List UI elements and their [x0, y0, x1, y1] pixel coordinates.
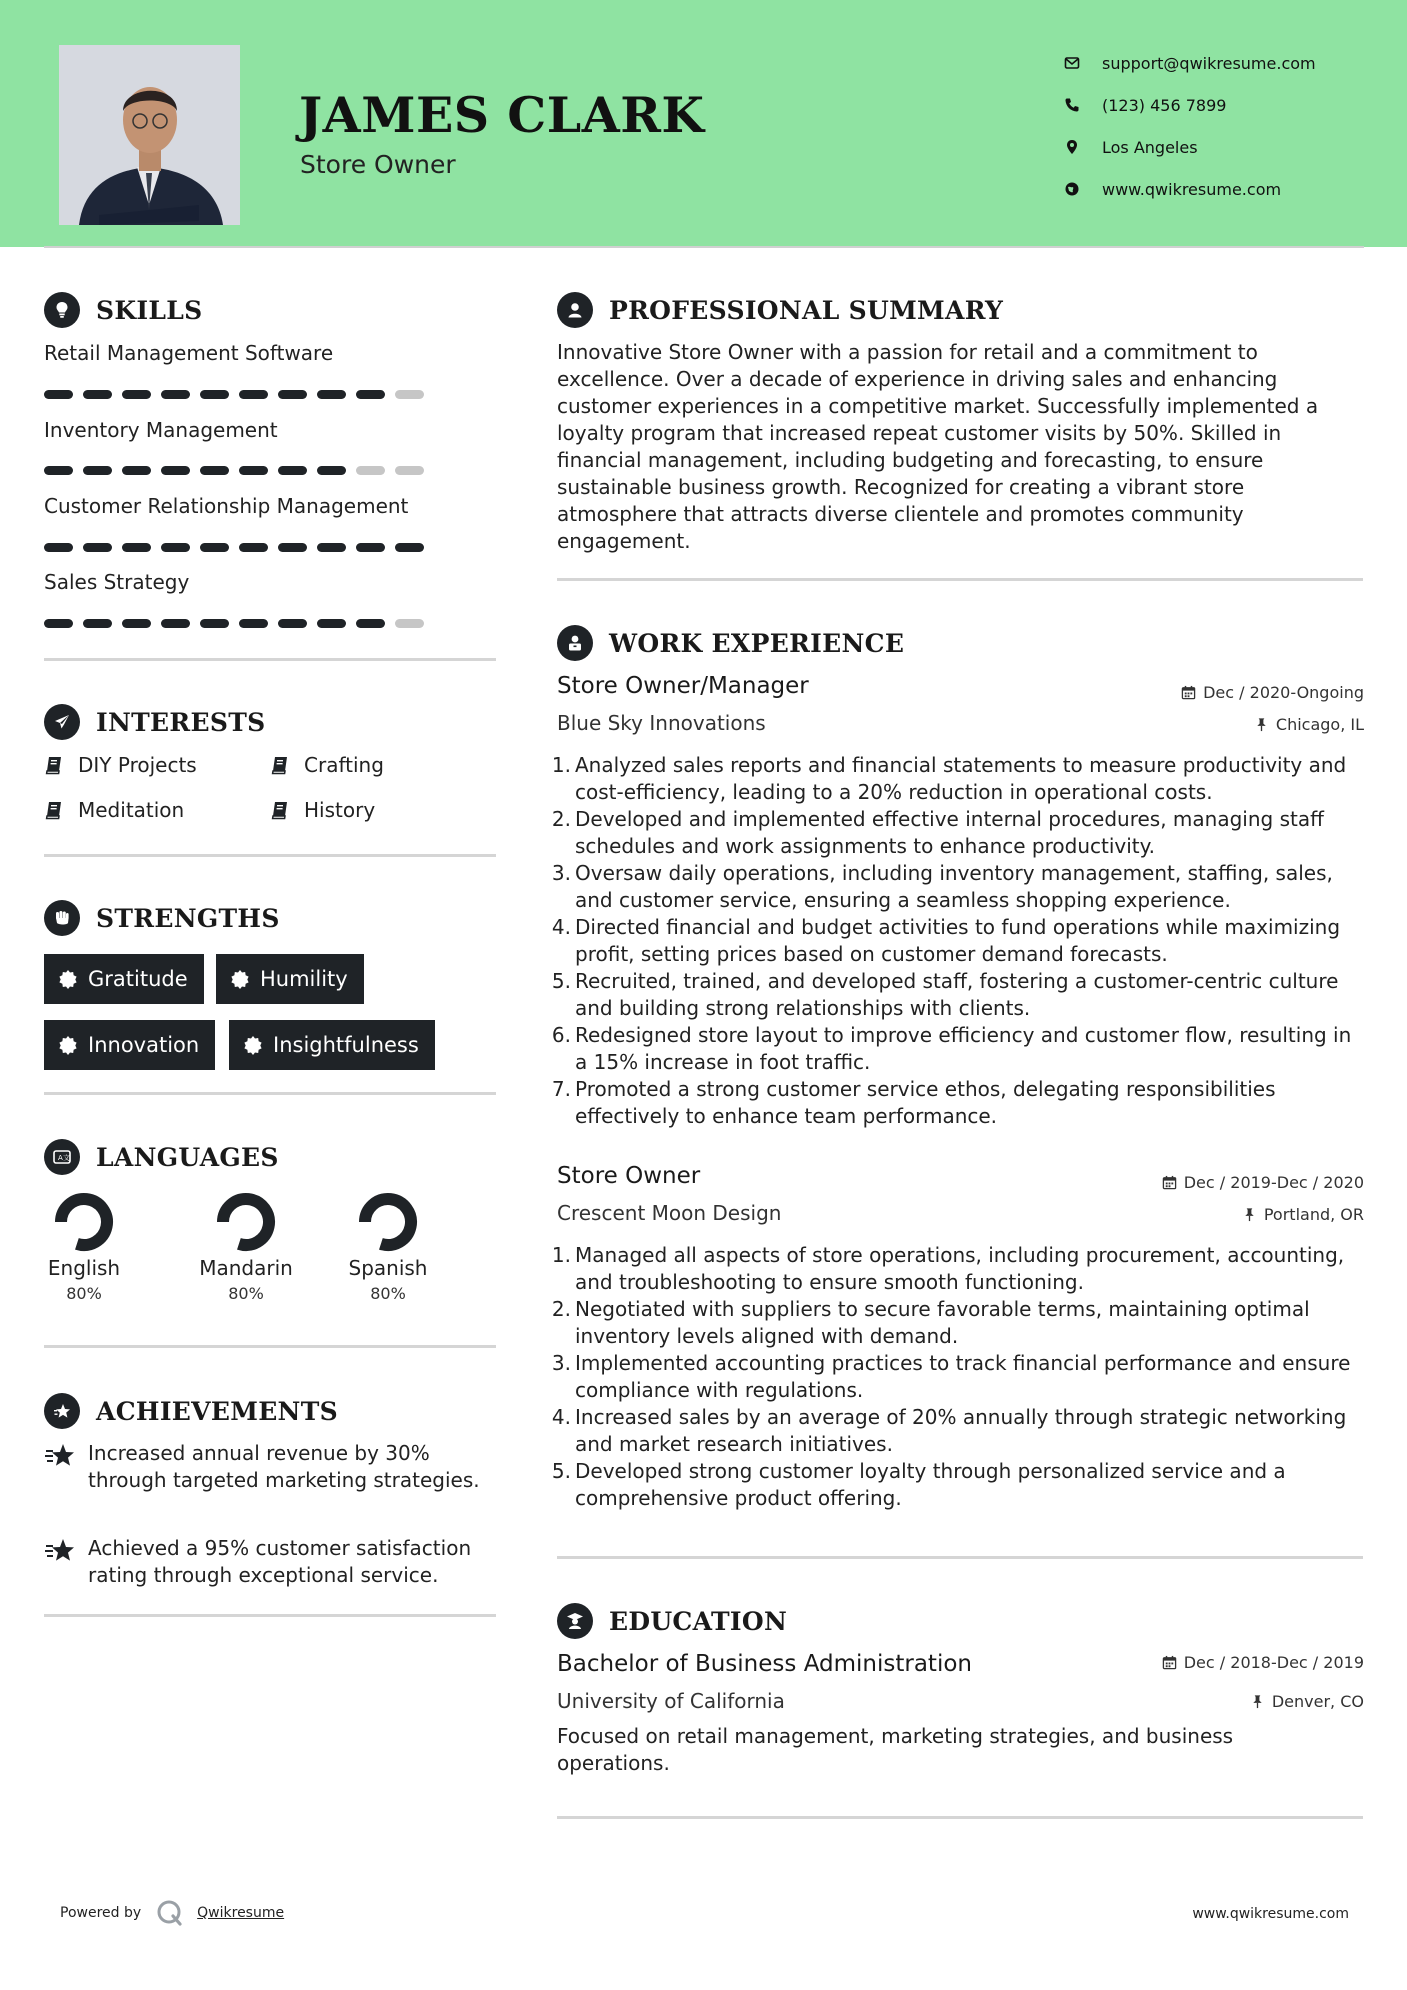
footer-website[interactable]: www.qwikresume.com [1192, 1906, 1349, 1922]
contact-website-text: www.qwikresume.com [1102, 179, 1282, 199]
job-bullet [551, 914, 1367, 968]
education-school: University of California [557, 1689, 785, 1713]
language-progress-ring [214, 1190, 278, 1254]
strength-label: Innovation [88, 1033, 200, 1057]
skill-dash-filled [200, 466, 229, 475]
bullet-text: Directed financial and budget activities to fund operations while maximizing profit, setting prices based on customer demand forecasts. [575, 915, 1341, 966]
profile-photo [59, 45, 240, 225]
strengths-heading-text: STRENGTHS [96, 903, 280, 933]
summary-heading-text: PROFESSIONAL SUMMARY [609, 295, 1004, 325]
bullet-text: Developed strong customer loyalty through personalized service and a comprehensive product offering. [575, 1459, 1286, 1510]
footer-powered-by [60, 1898, 284, 1928]
language-progress-ring [356, 1190, 420, 1254]
interest-label: Crafting [304, 753, 384, 777]
book-icon [44, 800, 64, 820]
skill-dash-filled [239, 466, 268, 475]
achievement-text: Increased annual revenue by 30% through targeted marketing strategies. [88, 1441, 480, 1492]
skill-dash-filled [161, 543, 190, 552]
envelope-icon [1064, 55, 1102, 71]
bullet-number: 2. [551, 1297, 571, 1321]
skill-dash-filled [83, 466, 112, 475]
skill-dash-filled [200, 543, 229, 552]
job-bullet [551, 968, 1367, 1022]
skill-dash-filled [161, 390, 190, 399]
bullet-number: 3. [551, 861, 571, 885]
education-dates [1162, 1653, 1364, 1672]
strength-chip [44, 1020, 215, 1070]
job-bullet [551, 1296, 1367, 1350]
education-location [1250, 1692, 1364, 1711]
badge-star-icon [58, 1035, 78, 1055]
skill-dash-filled [317, 619, 346, 628]
skill-dash-filled [200, 619, 229, 628]
skill-rating [44, 390, 434, 399]
skill-dash-filled [395, 543, 424, 552]
skill-dash-filled [44, 390, 73, 399]
skill-dash-filled [83, 619, 112, 628]
book-icon [270, 800, 290, 820]
book-icon [270, 755, 290, 775]
skill-dash-filled [44, 543, 73, 552]
bullet-text: Analyzed sales reports and financial statements to measure productivity and cost-efficiency, leading to a 20% reduction in operational costs. [575, 753, 1347, 804]
graduate-icon [557, 1603, 593, 1639]
strength-label: Insightfulness [273, 1033, 419, 1057]
bullet-number: 6. [551, 1023, 571, 1047]
languages-heading [44, 1139, 279, 1175]
job-bullet [551, 1022, 1367, 1076]
job-bullet [551, 806, 1367, 860]
job-role: Store Owner/Manager [557, 673, 809, 699]
interest-label: History [304, 798, 376, 822]
skill-dash-filled [317, 390, 346, 399]
skill-dash-filled [122, 466, 151, 475]
education-degree: Bachelor of Business Administration [557, 1651, 972, 1677]
contact-website[interactable] [1064, 168, 1316, 210]
strength-label: Gratitude [88, 967, 188, 991]
skill-dash-empty [356, 466, 385, 475]
qwikresume-logo-icon [155, 1898, 185, 1928]
calendar-icon [1162, 1655, 1177, 1670]
globe-icon [1064, 181, 1102, 197]
star-icon [44, 1442, 76, 1468]
contact-email-text: support@qwikresume.com [1102, 53, 1316, 73]
skill-dash-filled [278, 543, 307, 552]
language-icon [44, 1139, 80, 1175]
bullet-number: 5. [551, 969, 571, 993]
education-description: Focused on retail management, marketing strategies, and business operations. [557, 1724, 1234, 1775]
interest-label: Meditation [78, 798, 185, 822]
bullet-text: Promoted a strong customer service ethos, delegating responsibilities effectively to enhance team performance. [575, 1077, 1276, 1128]
achievement-item [44, 1440, 494, 1494]
job-dates-text: Dec / 2020-Ongoing [1203, 683, 1364, 702]
languages-heading-text: LANGUAGES [96, 1142, 279, 1172]
header-divider [44, 246, 1364, 248]
skills-heading [44, 292, 203, 328]
bullet-number: 4. [551, 1405, 571, 1429]
skill-dash-filled [278, 619, 307, 628]
job-location [1242, 1205, 1364, 1224]
book-icon [44, 755, 64, 775]
language-percent: 80% [66, 1284, 102, 1303]
skill-dash-filled [356, 543, 385, 552]
achievements-heading [44, 1393, 338, 1429]
interest-item [270, 798, 375, 822]
section-divider [44, 658, 496, 661]
language-item [323, 1190, 453, 1303]
achievement-text: Achieved a 95% customer satisfaction rating through exceptional service. [88, 1536, 472, 1587]
education-heading [557, 1603, 787, 1639]
bullet-number: 5. [551, 1459, 571, 1483]
education-dates-text: Dec / 2018-Dec / 2019 [1183, 1653, 1364, 1672]
job-role: Store Owner [557, 1163, 701, 1189]
pushpin-icon [1250, 1694, 1265, 1709]
bullet-text: Negotiated with suppliers to secure favorable terms, maintaining optimal inventory levels aligned with demand. [575, 1297, 1310, 1348]
skill-dash-filled [122, 619, 151, 628]
bullet-number: 7. [551, 1077, 571, 1101]
contact-email[interactable] [1064, 42, 1316, 84]
skill-dash-filled [161, 619, 190, 628]
interest-item [44, 798, 184, 822]
candidate-name: JAMES CLARK [299, 86, 705, 144]
bullet-text: Implemented accounting practices to track financial performance and ensure compliance with regulations. [575, 1351, 1351, 1402]
job-bullet [551, 1404, 1367, 1458]
skill-name: Retail Management Software [44, 341, 334, 365]
job-bullet [551, 1350, 1367, 1404]
user-icon [557, 292, 593, 328]
section-divider [557, 1556, 1363, 1559]
skill-dash-filled [83, 543, 112, 552]
pushpin-icon [1254, 717, 1269, 732]
skill-dash-filled [356, 390, 385, 399]
job-bullets [551, 752, 1367, 1130]
section-divider [557, 1816, 1363, 1819]
interests-heading-text: INTERESTS [96, 707, 266, 737]
phone-icon [1064, 97, 1102, 113]
language-percent: 80% [370, 1284, 406, 1303]
star-burst-icon [44, 1393, 80, 1429]
skills-heading-text: SKILLS [96, 295, 203, 325]
skill-name: Inventory Management [44, 418, 278, 442]
job-bullet [551, 1242, 1367, 1296]
job-location-text: Chicago, IL [1275, 715, 1364, 734]
paper-plane-icon [44, 704, 80, 740]
skill-dash-filled [278, 466, 307, 475]
job-dates [1181, 683, 1364, 702]
bullet-text: Oversaw daily operations, including inventory management, staffing, sales, and customer service, ensuring a seamless shopping experience. [575, 861, 1333, 912]
skill-dash-filled [161, 466, 190, 475]
skill-dash-filled [239, 543, 268, 552]
skill-rating [44, 543, 434, 552]
contact-list [1064, 42, 1316, 210]
badge-star-icon [58, 969, 78, 989]
section-divider [44, 1614, 496, 1617]
job-bullet [551, 860, 1367, 914]
job-dates-text: Dec / 2019-Dec / 2020 [1183, 1173, 1364, 1192]
strength-label: Humility [260, 967, 348, 991]
powered-by-text: Powered by [60, 1905, 142, 1921]
section-divider [44, 1345, 496, 1348]
language-percent: 80% [228, 1284, 264, 1303]
qwikresume-link[interactable]: Qwikresume [197, 1905, 285, 1921]
lightbulb-icon [44, 292, 80, 328]
star-icon [44, 1537, 76, 1563]
section-divider [44, 1092, 496, 1095]
contact-phone-text: (123) 456 7899 [1102, 95, 1227, 115]
strengths-heading [44, 900, 280, 936]
language-item [19, 1190, 149, 1303]
calendar-icon [1181, 685, 1196, 700]
language-name: Mandarin [199, 1256, 293, 1280]
strength-chip [44, 954, 204, 1004]
job-company: Blue Sky Innovations [557, 711, 766, 735]
summary-text: Innovative Store Owner with a passion for retail and a commitment to excellence. Over a decade of experience in driving sales and enhancing customer experiences in a competitive market. Successfully implemented a loyalty program that increased repeat customer visits by 50%. Skilled in financial management, including budgeting and forecasting, to ensure sustainable business growth. Recognized for creating a vibrant store atmosphere that attracts diverse clientele and promotes community engagement. [557, 340, 1319, 553]
skill-dash-filled [200, 390, 229, 399]
interest-label: DIY Projects [78, 753, 197, 777]
achievements-heading-text: ACHIEVEMENTS [96, 1396, 338, 1426]
language-name: Spanish [348, 1256, 428, 1280]
svg-text:文: 文 [63, 1154, 70, 1162]
language-progress-ring [52, 1190, 116, 1254]
skill-dash-filled [317, 466, 346, 475]
education-heading-text: EDUCATION [609, 1606, 788, 1636]
interest-item [270, 753, 384, 777]
bullet-text: Increased sales by an average of 20% annually through strategic networking and market research initiatives. [575, 1405, 1347, 1456]
strength-chip [216, 954, 364, 1004]
language-name: English [47, 1256, 121, 1280]
skill-dash-filled [239, 619, 268, 628]
skill-dash-filled [356, 619, 385, 628]
bullet-number: 2. [551, 807, 571, 831]
contact-phone[interactable] [1064, 84, 1316, 126]
job-company: Crescent Moon Design [557, 1201, 782, 1225]
bullet-text: Managed all aspects of store operations, including procurement, accounting, and troubleshooting to ensure smooth functioning. [575, 1243, 1345, 1294]
contact-location [1064, 126, 1316, 168]
calendar-icon [1162, 1175, 1177, 1190]
skill-dash-filled [44, 619, 73, 628]
interest-item [44, 753, 197, 777]
skill-dash-filled [278, 390, 307, 399]
job-bullet [551, 1076, 1367, 1130]
interests-heading [44, 704, 265, 740]
job-bullet [551, 752, 1367, 806]
bullet-number: 1. [551, 1243, 571, 1267]
bullet-text: Redesigned store layout to improve efficiency and customer flow, resulting in a 15% increase in foot traffic. [575, 1023, 1352, 1074]
experience-heading [557, 625, 904, 661]
skill-dash-empty [395, 619, 424, 628]
skill-dash-filled [317, 543, 346, 552]
language-item [181, 1190, 311, 1303]
pushpin-icon [1242, 1207, 1257, 1222]
candidate-title: Store Owner [300, 150, 456, 179]
bullet-number: 3. [551, 1351, 571, 1375]
bullet-text: Recruited, trained, and developed staff, fostering a customer-centric culture and building strong relationships with clients. [575, 969, 1339, 1020]
skill-dash-filled [122, 543, 151, 552]
strength-chip [229, 1020, 435, 1070]
skill-dash-filled [44, 466, 73, 475]
badge-star-icon [230, 969, 250, 989]
skill-dash-filled [239, 390, 268, 399]
job-dates [1162, 1173, 1364, 1192]
skill-dash-filled [83, 390, 112, 399]
job-location-text: Portland, OR [1263, 1205, 1364, 1224]
section-divider [44, 854, 496, 857]
skill-name: Sales Strategy [44, 570, 190, 594]
skill-rating [44, 466, 434, 475]
badge-star-icon [243, 1035, 263, 1055]
skill-rating [44, 619, 434, 628]
skill-name: Customer Relationship Management [44, 494, 409, 518]
job-bullet [551, 1458, 1367, 1512]
job-location [1254, 715, 1364, 734]
skill-dash-empty [395, 466, 424, 475]
summary-heading [557, 292, 1003, 328]
bullet-number: 1. [551, 753, 571, 777]
education-location-text: Denver, CO [1271, 1692, 1364, 1711]
fist-icon [44, 900, 80, 936]
section-divider [557, 578, 1363, 581]
experience-heading-text: WORK EXPERIENCE [609, 628, 905, 658]
skill-dash-empty [395, 390, 424, 399]
svg-text:A: A [58, 1154, 63, 1162]
contact-location-text: Los Angeles [1102, 137, 1198, 157]
map-pin-icon [1064, 139, 1102, 155]
bullet-text: Developed and implemented effective internal procedures, managing staff schedules and work assignments to enhance productivity. [575, 807, 1324, 858]
job-bullets [551, 1242, 1367, 1512]
achievement-item [44, 1535, 494, 1589]
briefcase-user-icon [557, 625, 593, 661]
skill-dash-filled [122, 390, 151, 399]
bullet-number: 4. [551, 915, 571, 939]
